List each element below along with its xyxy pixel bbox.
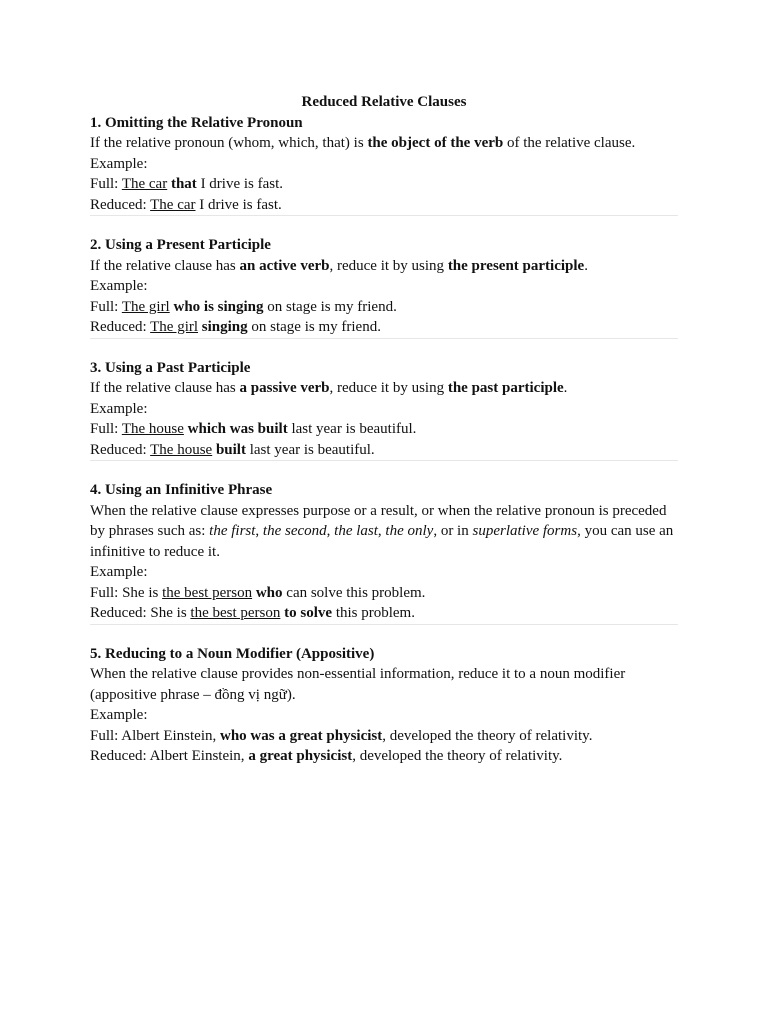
section-divider (90, 624, 678, 625)
section-infinitive-phrase (90, 480, 678, 624)
rule-text (90, 133, 678, 154)
rule-text-part: , you can use an infinitive to reduce it. (90, 523, 674, 560)
section-heading: 2. Using a Present Participle (90, 237, 271, 253)
document-page (90, 92, 678, 767)
rule-text (90, 256, 678, 277)
rule-text (90, 378, 678, 399)
example-label: Example: (90, 564, 148, 580)
example-noun: The girl (121, 298, 170, 315)
rule-italic: the first (209, 523, 256, 539)
rule-text-part: , reduce it by using (329, 380, 448, 396)
rule-emphasis: a passive verb (239, 380, 330, 396)
section-omitting-relative-pronoun (90, 113, 678, 216)
example-rest: I drive is fast. (196, 176, 284, 192)
example-rest: can solve this problem. (282, 584, 426, 601)
rule-italic: the second (262, 523, 327, 539)
full-label: Full: Albert Einstein, (90, 727, 220, 744)
section-heading: 4. Using an Infinitive Phrase (90, 482, 273, 498)
example-rest: last year is beautiful. (245, 441, 375, 458)
reduced-example (90, 746, 678, 767)
example-clause: that (170, 176, 197, 192)
rule-text-part: If the relative pronoun (whom, which, that) is (90, 135, 368, 151)
rule-text-part: When the relative clause expresses purpose or a result, or when the relative pronoun is preceded by phrases such as: (90, 502, 667, 539)
example-label: Example: (90, 400, 148, 417)
section-present-participle (90, 235, 678, 338)
rule-emphasis: the present participle (447, 257, 585, 274)
example-clause: who is singing (173, 298, 264, 315)
reduced-example (90, 317, 678, 338)
full-example (90, 174, 678, 195)
section-heading: 5. Reducing to a Noun Modifier (Appositive) (90, 645, 375, 662)
example-noun: the best person (190, 605, 281, 621)
example-label: Example: (90, 707, 148, 723)
full-label: Full: (90, 298, 122, 315)
reduced-label: Reduced: (90, 196, 151, 213)
rule-text-part: . (584, 257, 588, 274)
rule-text-part: , (326, 523, 335, 539)
reduced-label: Reduced: Albert Einstein, (90, 748, 249, 764)
rule-text-part: of the relative clause. (503, 135, 636, 151)
section-noun-modifier-appositive (90, 644, 678, 767)
example-clause: who was a great physicist (220, 727, 383, 744)
full-example (90, 419, 678, 440)
section-divider (90, 460, 678, 461)
rule-italic: the last (334, 523, 378, 539)
example-noun: The car (150, 196, 196, 213)
reduced-label: Reduced: (90, 319, 151, 335)
example-rest: , developed the theory of relativity. (352, 748, 563, 764)
example-rest: last year is beautiful. (287, 421, 417, 437)
document-title: Reduced Relative Clauses (301, 94, 467, 110)
rule-text (90, 501, 678, 563)
reduced-word: singing (201, 319, 248, 335)
example-noun: The house (150, 441, 213, 458)
rule-text-part: If the relative clause has (90, 257, 240, 274)
reduced-example (90, 603, 678, 624)
section-divider (90, 215, 678, 216)
example-noun: The car (121, 176, 168, 192)
example-rest: this problem. (332, 605, 415, 621)
reduced-word: to solve (284, 605, 333, 621)
section-heading: 3. Using a Past Participle (90, 359, 251, 376)
rule-italic: superlative forms (472, 523, 578, 539)
rule-text: When the relative clause provides non-essential information, reduce it to a noun modifier (appositive phrase – đồng vị ngữ). (90, 666, 626, 703)
section-heading: 1. Omitting the Relative Pronoun (90, 114, 303, 131)
example-label: Example: (90, 155, 148, 172)
example-rest: on stage is my friend. (263, 298, 397, 315)
rule-italic: the only (385, 523, 434, 539)
rule-text-part: , or in (433, 523, 473, 539)
rule-text-part: , reduce it by using (329, 257, 448, 274)
full-label: Full: (90, 176, 122, 192)
rule-emphasis: the object of the verb (367, 135, 504, 151)
reduced-example (90, 195, 678, 216)
full-example (90, 726, 678, 747)
example-clause: which was built (187, 421, 288, 437)
example-rest: I drive is fast. (195, 196, 282, 213)
reduced-label: Reduced: (90, 441, 151, 458)
example-rest: , developed the theory of relativity. (382, 727, 593, 744)
reduced-label: Reduced: She is (90, 605, 191, 621)
example-label: Example: (90, 278, 148, 294)
reduced-word: a great physicist (248, 748, 353, 764)
full-label: Full: She is (90, 584, 163, 601)
section-past-participle (90, 358, 678, 461)
rule-text-part: , (255, 523, 263, 539)
example-clause: who (255, 584, 283, 601)
example-rest: on stage is my friend. (247, 319, 381, 335)
full-example (90, 583, 678, 604)
full-label: Full: (90, 421, 122, 437)
example-noun: The house (121, 421, 184, 437)
example-noun: The girl (150, 319, 199, 335)
reduced-word: built (215, 441, 246, 458)
rule-emphasis: the past participle (447, 380, 564, 396)
rule-text-part: . (563, 380, 568, 396)
rule-emphasis: an active verb (239, 257, 330, 274)
rule-text-part: , (377, 523, 386, 539)
rule-text-part: If the relative clause has (90, 380, 240, 396)
example-noun: the best person (162, 584, 253, 601)
full-example (90, 297, 678, 318)
reduced-example (90, 440, 678, 461)
section-divider (90, 338, 678, 339)
